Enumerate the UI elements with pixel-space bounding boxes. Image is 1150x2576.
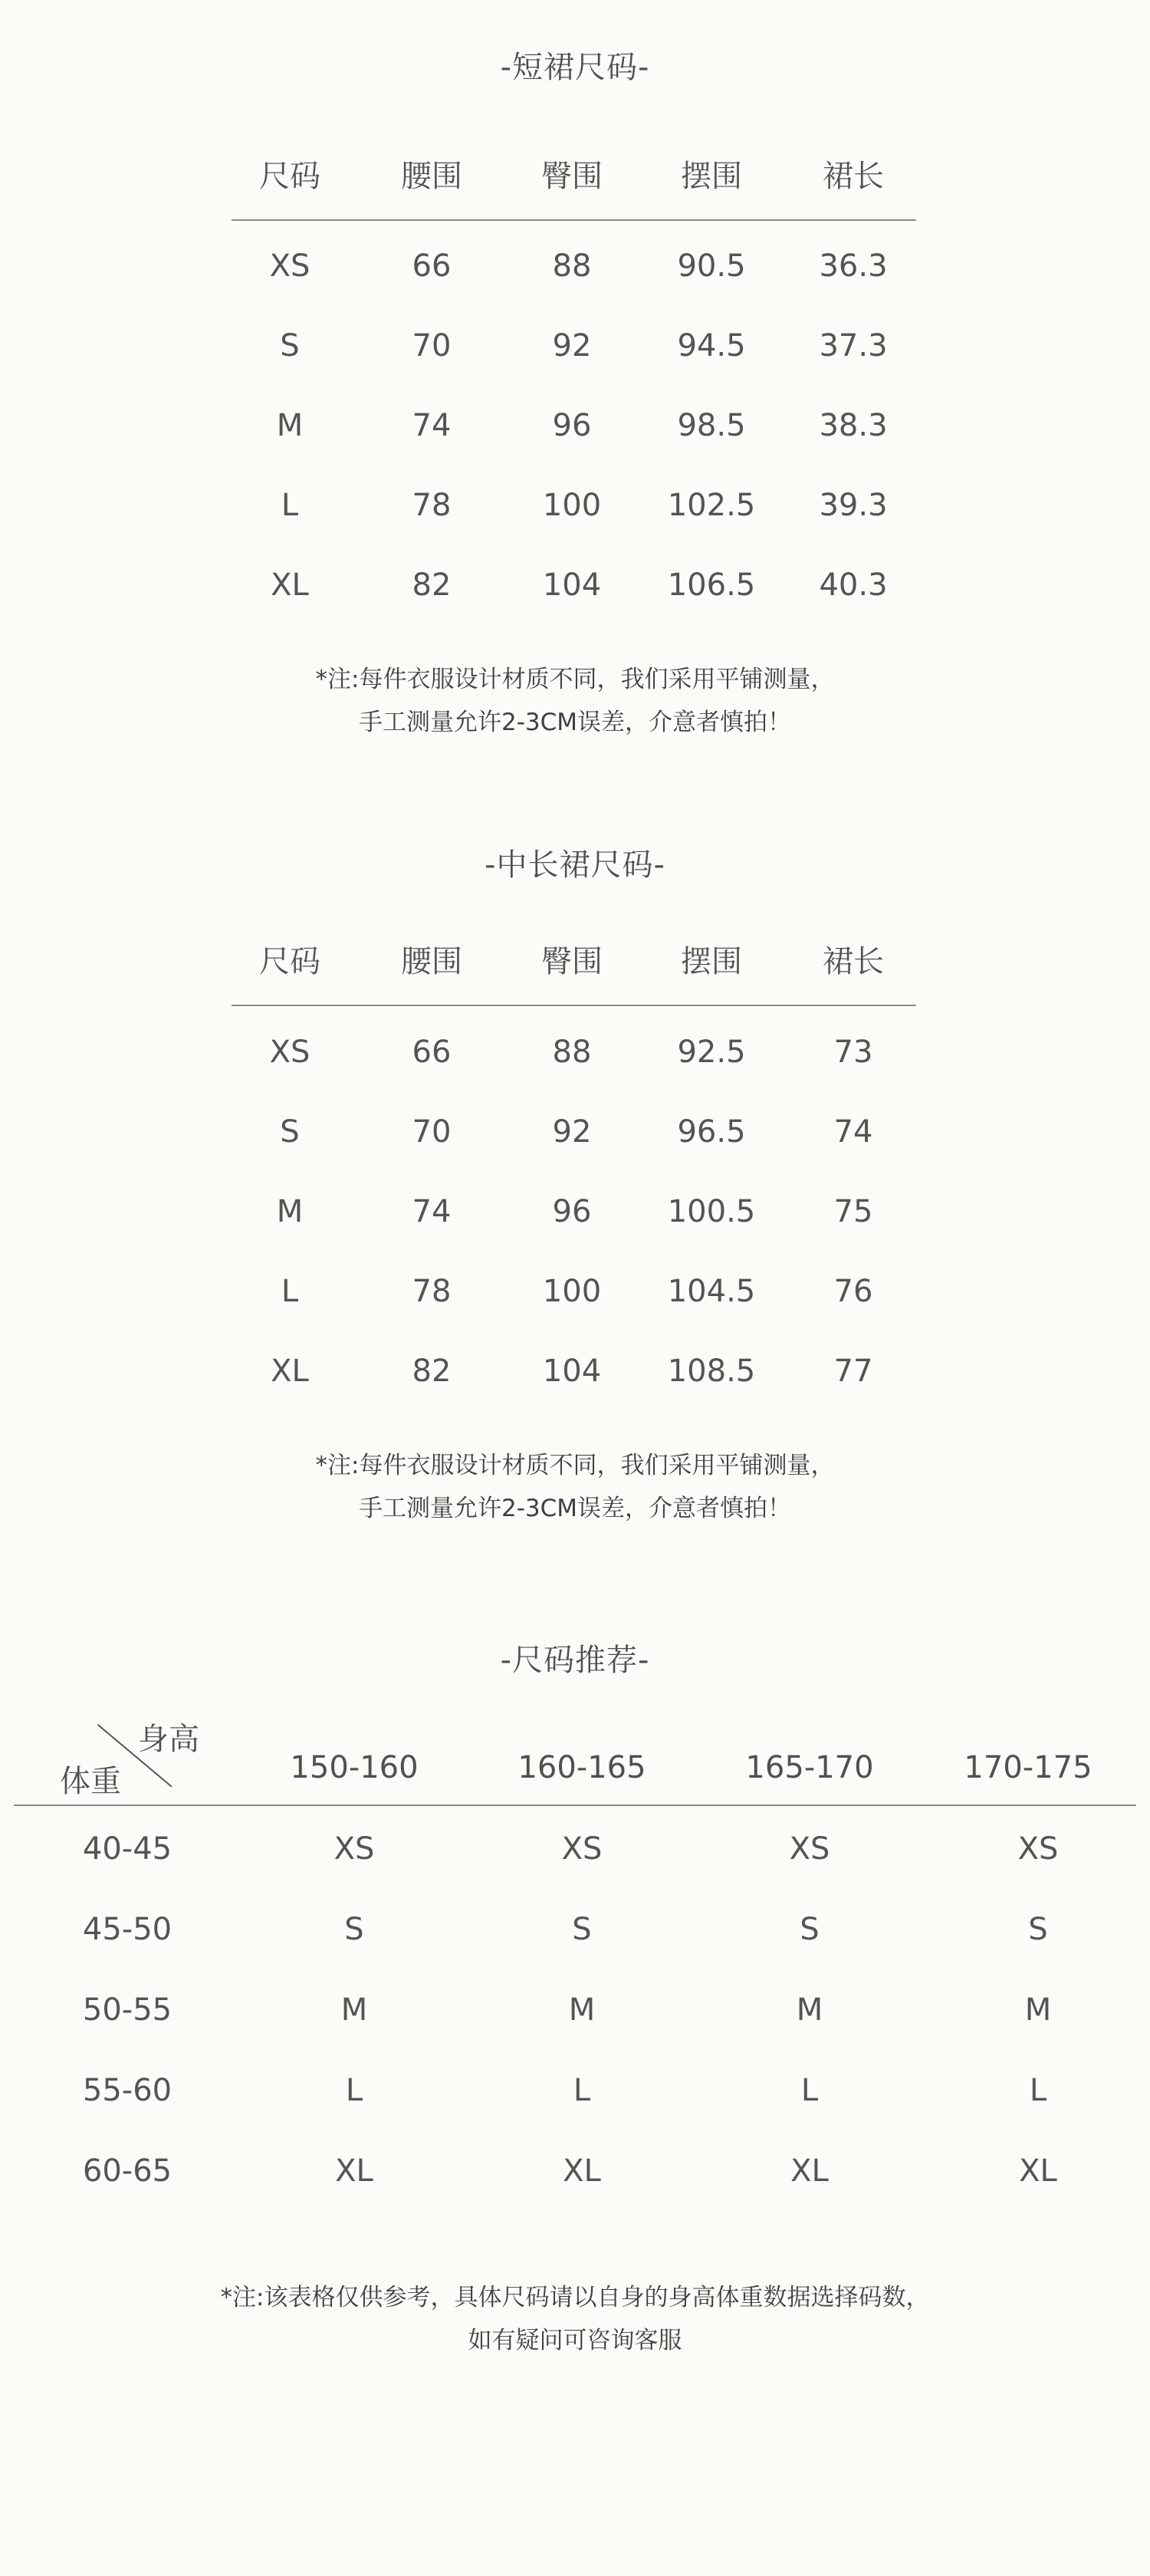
table-cell: 88 bbox=[552, 248, 592, 284]
table-cell: 100 bbox=[542, 488, 602, 523]
table-cell: 66 bbox=[412, 248, 452, 284]
size-cell: M bbox=[568, 1992, 596, 2028]
table-cell: 92 bbox=[552, 328, 592, 364]
midi-skirt-note-line-2: 手工测量允许2-3CM误差，介意者慎拍！ bbox=[358, 1495, 792, 1522]
table-cell: XL bbox=[271, 568, 309, 603]
midi-skirt-note-line-1: *注:每件衣服设计材质不同，我们采用平铺测量， bbox=[315, 1452, 835, 1479]
midi-skirt-header-hip: 臀围 bbox=[541, 944, 603, 979]
midi-skirt-header-rule bbox=[232, 1005, 916, 1006]
table-cell: 94.5 bbox=[677, 328, 746, 364]
short-skirt-header-hem: 摆围 bbox=[681, 159, 742, 194]
short-skirt-header-length: 裙长 bbox=[823, 159, 884, 194]
corner-weight-label: 体重 bbox=[60, 1764, 121, 1799]
table-cell: 74 bbox=[833, 1114, 873, 1150]
table-cell: 100 bbox=[542, 1274, 602, 1309]
short-skirt-title: -短裙尺码- bbox=[500, 50, 650, 85]
table-cell: 37.3 bbox=[819, 328, 888, 364]
table-cell: 92.5 bbox=[677, 1035, 746, 1070]
table-cell: 82 bbox=[412, 568, 452, 603]
table-cell: 78 bbox=[412, 1274, 452, 1309]
table-cell: 104 bbox=[542, 1354, 602, 1389]
midi-skirt-header-waist: 腰围 bbox=[401, 944, 462, 979]
size-cell: M bbox=[1024, 1992, 1052, 2028]
height-header: 170-175 bbox=[964, 1750, 1092, 1785]
table-cell: 96 bbox=[552, 1194, 592, 1229]
midi-skirt-title: -中长裙尺码- bbox=[485, 847, 665, 883]
short-skirt-header-rule bbox=[232, 219, 916, 221]
short-skirt-header-hip: 臀围 bbox=[541, 159, 603, 194]
size-cell: XS bbox=[789, 1831, 830, 1867]
size-cell: S bbox=[1028, 1912, 1048, 1947]
table-cell: 66 bbox=[412, 1035, 452, 1070]
size-cell: S bbox=[572, 1912, 592, 1947]
weight-label: 55-60 bbox=[82, 2073, 172, 2108]
height-header: 160-165 bbox=[518, 1750, 646, 1785]
height-header: 150-160 bbox=[290, 1750, 419, 1785]
size-cell: M bbox=[340, 1992, 368, 2028]
size-cell: S bbox=[800, 1912, 820, 1947]
table-cell: XS bbox=[269, 1035, 310, 1070]
table-cell: 40.3 bbox=[819, 568, 888, 603]
weight-label: 45-50 bbox=[82, 1912, 172, 1947]
table-cell: 104 bbox=[542, 568, 602, 603]
table-cell: 70 bbox=[412, 328, 452, 364]
table-cell: 78 bbox=[412, 488, 452, 523]
midi-skirt-header-hem: 摆围 bbox=[681, 944, 742, 979]
size-cell: XS bbox=[334, 1831, 375, 1867]
table-cell: 108.5 bbox=[667, 1354, 756, 1389]
table-cell: 106.5 bbox=[667, 568, 756, 603]
table-cell: 74 bbox=[412, 1194, 452, 1229]
size-cell: L bbox=[345, 2073, 363, 2108]
table-cell: S bbox=[280, 328, 300, 364]
size-cell: L bbox=[800, 2073, 819, 2108]
table-cell: 96 bbox=[552, 408, 592, 443]
table-cell: 82 bbox=[412, 1354, 452, 1389]
short-skirt-note-line-2: 手工测量允许2-3CM误差，介意者慎拍！ bbox=[358, 709, 792, 736]
table-cell: 90.5 bbox=[677, 248, 746, 284]
size-cell: XS bbox=[561, 1831, 603, 1867]
table-cell: 88 bbox=[552, 1035, 592, 1070]
size-cell: XL bbox=[563, 2153, 601, 2189]
midi-skirt-header-size: 尺码 bbox=[259, 944, 320, 979]
table-cell: 70 bbox=[412, 1114, 452, 1150]
short-skirt-header-waist: 腰围 bbox=[401, 159, 462, 194]
corner-height-label: 身高 bbox=[138, 1722, 199, 1757]
size-cell: L bbox=[573, 2073, 591, 2108]
table-cell: M bbox=[276, 1194, 304, 1229]
recommend-title: -尺码推荐- bbox=[500, 1643, 650, 1678]
size-cell: L bbox=[1029, 2073, 1047, 2108]
size-cell: XL bbox=[335, 2153, 373, 2189]
table-cell: 96.5 bbox=[677, 1114, 746, 1150]
table-cell: L bbox=[281, 1274, 299, 1309]
recommend-note-line-2: 如有疑问可咨询客服 bbox=[468, 2327, 682, 2354]
table-cell: 102.5 bbox=[667, 488, 756, 523]
weight-label: 50-55 bbox=[82, 1992, 172, 2028]
short-skirt-note-line-1: *注:每件衣服设计材质不同，我们采用平铺测量， bbox=[315, 666, 835, 693]
height-header: 165-170 bbox=[745, 1750, 874, 1785]
table-cell: 36.3 bbox=[819, 248, 888, 284]
table-cell: 98.5 bbox=[677, 408, 746, 443]
table-cell: 77 bbox=[833, 1354, 873, 1389]
recommend-header-rule bbox=[14, 1805, 1136, 1806]
size-cell: XL bbox=[1019, 2153, 1057, 2189]
midi-skirt-header-length: 裙长 bbox=[823, 944, 884, 979]
table-cell: 92 bbox=[552, 1114, 592, 1150]
size-cell: M bbox=[796, 1992, 823, 2028]
table-cell: XL bbox=[271, 1354, 309, 1389]
table-cell: XS bbox=[269, 248, 310, 284]
size-cell: XS bbox=[1017, 1831, 1059, 1867]
table-cell: 100.5 bbox=[667, 1194, 756, 1229]
table-cell: S bbox=[280, 1114, 300, 1150]
table-cell: L bbox=[281, 488, 299, 523]
size-cell: XL bbox=[790, 2153, 829, 2189]
table-cell: M bbox=[276, 408, 304, 443]
weight-label: 40-45 bbox=[82, 1831, 172, 1867]
table-cell: 74 bbox=[412, 408, 452, 443]
short-skirt-header-size: 尺码 bbox=[259, 159, 320, 194]
table-cell: 39.3 bbox=[819, 488, 888, 523]
table-cell: 104.5 bbox=[667, 1274, 756, 1309]
size-cell: S bbox=[344, 1912, 364, 1947]
table-cell: 75 bbox=[833, 1194, 873, 1229]
table-cell: 73 bbox=[833, 1035, 873, 1070]
table-cell: 38.3 bbox=[819, 408, 888, 443]
weight-label: 60-65 bbox=[82, 2153, 172, 2189]
recommend-note-line-1: *注:该表格仅供参考，具体尺码请以自身的身高体重数据选择码数， bbox=[220, 2284, 930, 2311]
table-cell: 76 bbox=[833, 1274, 873, 1309]
